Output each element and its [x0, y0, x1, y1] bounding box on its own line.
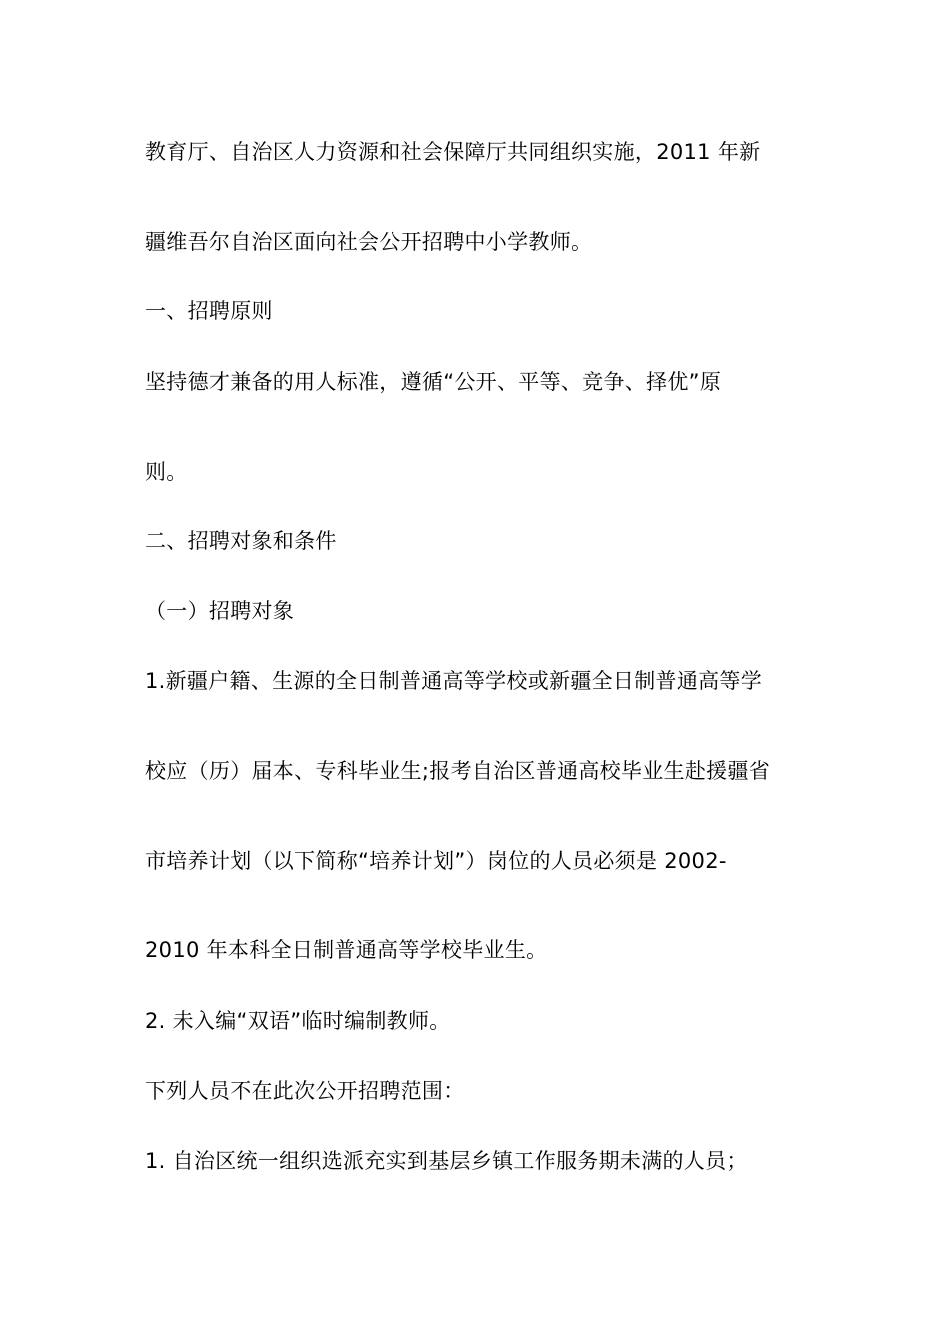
- body-text-line: 坚持德才兼备的用人标准，遵循“公开、平等、竞争、择优”原: [145, 370, 722, 394]
- body-text-line: 1.新疆户籍、生源的全日制普通高等学校或新疆全日制普通高等学: [145, 669, 763, 693]
- list-item: 1. 自治区统一组织选派充实到基层乡镇工作服务期未满的人员；: [145, 1149, 748, 1173]
- body-text-line: 疆维吾尔自治区面向社会公开招聘中小学教师。: [145, 230, 593, 254]
- list-item: 2. 未入编“双语”临时编制教师。: [145, 1009, 451, 1033]
- body-text-line: 则。: [145, 460, 188, 484]
- body-text-line: 2010 年本科全日制普通高等学校毕业生。: [145, 938, 548, 962]
- body-text-line: 校应（历）届本、专科毕业生;报考自治区普通高校毕业生赴援疆省: [145, 759, 771, 783]
- body-text-line: 下列人员不在此次公开招聘范围：: [145, 1079, 465, 1103]
- section-heading: 二、招聘对象和条件: [145, 529, 337, 553]
- section-heading: 一、招聘原则: [145, 299, 273, 323]
- body-text-line: 市培养计划（以下简称“培养计划”）岗位的人员必须是 2002-: [145, 849, 727, 873]
- body-text-line: 教育厅、自治区人力资源和社会保障厅共同组织实施，2011 年新: [145, 140, 761, 164]
- subsection-heading: （一）招聘对象: [145, 599, 295, 623]
